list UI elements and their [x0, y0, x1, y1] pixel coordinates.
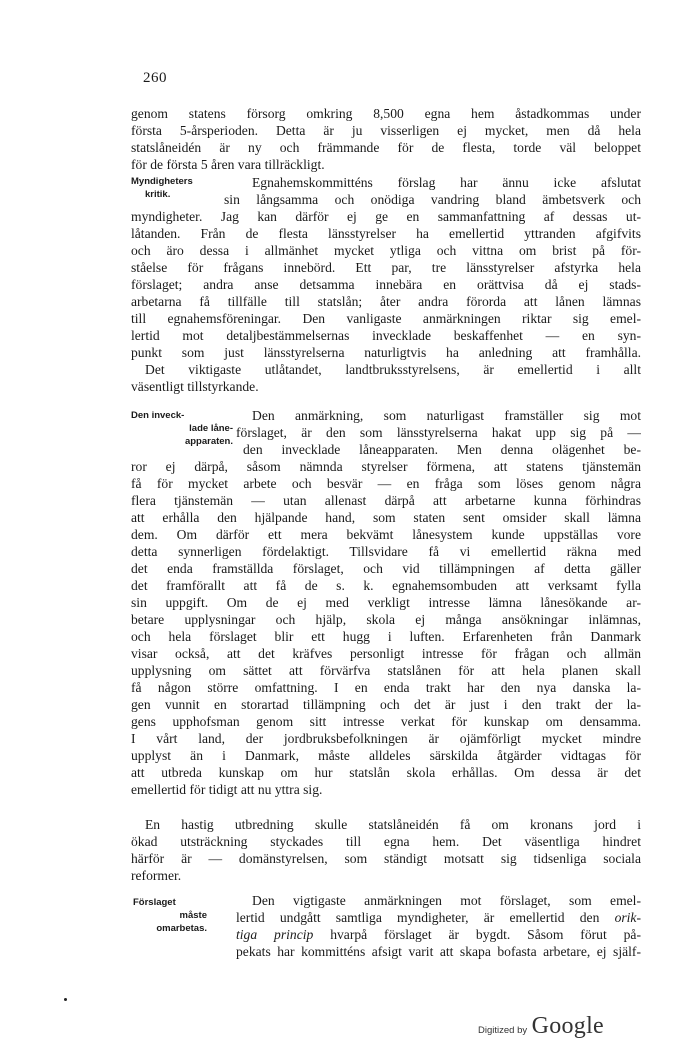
- margin-note-line: lade låne-: [189, 423, 233, 434]
- margin-note-invecklade: [131, 409, 233, 448]
- text-line: det framförallt att få de s. k. egnahemsombuden att verksamt fylla: [131, 578, 641, 593]
- text-line: låtanden. Från de flesta länsstyrelser ha emellertid yttranden afgifvits: [131, 226, 641, 241]
- page-number: 260: [143, 70, 167, 86]
- text-line: myndigheter. Jag kan därför ej ge en sammanfattning af dessas ut-: [131, 209, 641, 224]
- text-line: [236, 926, 641, 943]
- emphasis-text: orik-: [614, 910, 641, 925]
- text-line: detta synnerligen fördelaktigt. Tillsvidare få vi emellertid räkna med: [131, 544, 641, 559]
- text-line: till egnahemsföreningar. Den vanligaste anmärkningen riktar sig emel-: [131, 311, 641, 326]
- text-line: det enda framställda förslaget, och vid tillämpningen af detta gäller: [131, 561, 641, 576]
- text-line: att erhålla den hjälpande hand, som staten sent omsider skall lämna: [131, 510, 641, 525]
- text-fragment: lertid undgått samtliga myndigheter, är emellertid den: [236, 910, 615, 925]
- margin-note-line: kritik.: [145, 189, 171, 200]
- scan-speck: [64, 998, 67, 1001]
- text-line: få någon större omfattning. I en enda trakt har den nya danska la-: [131, 680, 641, 695]
- text-line: punkt som just länsstyrelserna naturligtvis ha anledning att framhålla.: [131, 345, 641, 360]
- margin-note-line: Förslaget: [133, 897, 176, 908]
- text-line: lertid mot detaljbestämmelsernas invecklade beskaffenhet — en syn-: [131, 328, 641, 343]
- text-line: sin långsamma och onödiga vandring bland ämbetsverk och: [224, 192, 641, 207]
- text-line: Egnahemskommitténs förslag har ännu icke afslutat: [252, 175, 641, 190]
- text-line: förslaget, är den som länsstyrelserna hakat upp sig på —: [236, 425, 641, 440]
- text-line: upplyst än i Danmark, måste alldeles särskilda åtgärder vidtagas för: [131, 748, 641, 763]
- text-line: få för mycket arbete och besvär — en fråga som löses genom några: [131, 476, 641, 491]
- margin-note-line: Myndigheters: [131, 176, 193, 187]
- margin-note-line: apparaten.: [184, 436, 233, 447]
- text-fragment: hvarpå förslaget är bygdt. Såsom förut på-: [330, 927, 641, 942]
- text-line: Den anmärkning, som naturligast framställer sig mot: [252, 408, 641, 423]
- margin-note-line: måste: [179, 910, 207, 921]
- text-line: härför är — domänstyrelsen, som ständigt motsatt sig tidsenliga sociala: [131, 851, 641, 866]
- text-line: ståelse för frågans innebörd. Ett par, tre länsstyrelser afstyrka hela: [131, 260, 641, 275]
- text-line: dem. Om därför ett mera bekvämt lånesystem kunde uppställas vore: [131, 527, 641, 542]
- text-line: väsentligt tillstyrkande.: [131, 379, 259, 394]
- text-line: I vårt land, der jordbruksbefolkningen är ojämförligt mycket mindre: [131, 731, 641, 746]
- text-line: Den vigtigaste anmärkningen mot förslaget, som emel-: [252, 893, 641, 908]
- digitized-by-google-watermark: [478, 1013, 604, 1040]
- text-line: ökad utsträckning styckades till egna hem. Det väsentliga hindret: [131, 834, 641, 849]
- text-line: arbetarna få tillfälle till statslån; åter andra förorda att lånen lämnas: [131, 294, 641, 309]
- text-line: emellertid för tidigt att nu yttra sig.: [131, 782, 323, 797]
- text-line: pekats har kommitténs afsigt varit att skapa bofasta arbetare, ej själf-: [236, 944, 641, 959]
- text-line: Det viktigaste utlåtandet, landtbruksstyrelsens, är emellertid i allt: [145, 362, 641, 377]
- text-line: genom statens försorg omkring 8,500 egna hem åstadkommas under: [131, 106, 641, 121]
- text-line: flera tjänstemän — utan allenast därpå att arbetarne kunna förhindras: [131, 493, 641, 508]
- text-line: [236, 909, 641, 926]
- text-line: förslaget; andra anse detsamma innebära en orättvisa då ej stads-: [131, 277, 641, 292]
- text-line: och äro dessa i allmänhet mycket ytliga och vittna om brist på för-: [131, 243, 641, 258]
- text-line: upplysning om sättet att förvärfva statslånen för att hela planen skall: [131, 663, 641, 678]
- text-line: gen vunnit en storartad tillämpning och det är just i den trakt der la-: [131, 697, 641, 712]
- text-line: reformer.: [131, 868, 182, 883]
- text-line: betare upplysningar och hjälp, skola ej många ansökningar inlämnas,: [131, 612, 641, 627]
- text-line: sin uppgift. Om de ej med verkligt intresse lämna lånesökande ar-: [131, 595, 641, 610]
- text-line: för de första 5 åren vara tillräckligt.: [131, 157, 325, 172]
- text-line: gens upphofsman genom sitt intresse verkat för kunskap om densamma.: [131, 714, 641, 729]
- margin-note-line: omarbetas.: [156, 923, 207, 934]
- text-line: den invecklade låneapparaten. Men denna olägenhet be-: [243, 442, 641, 457]
- text-line: statslåneidén är ny och främmande för de flesta, torde väl beloppet: [131, 140, 641, 155]
- text-line: ror ej därpå, såsom nämnda styrelser förmena, att statens tjänstemän: [131, 459, 641, 474]
- emphasis-text: tiga princip: [236, 927, 314, 942]
- margin-note-forslaget: [131, 896, 207, 935]
- text-line: En hastig utbredning skulle statslåneidén få om kronans jord i: [145, 817, 641, 832]
- text-line: att utbreda kunskap om hur statslån skola erhållas. Om dessa är det: [131, 765, 641, 780]
- text-line: första 5-årsperioden. Detta är ju visserligen ej mycket, men då hela: [131, 123, 641, 138]
- text-line: och hela förslaget blir ett hugg i luften. Erfarenheten från Danmark: [131, 629, 641, 644]
- google-logo: Google: [531, 1013, 605, 1039]
- text-line: visar också, att det kräfves personligt intresse för frågan och allmän: [131, 646, 641, 661]
- margin-note-line: Den inveck-: [131, 410, 185, 421]
- digitized-by-label: Digitized by: [478, 1025, 528, 1036]
